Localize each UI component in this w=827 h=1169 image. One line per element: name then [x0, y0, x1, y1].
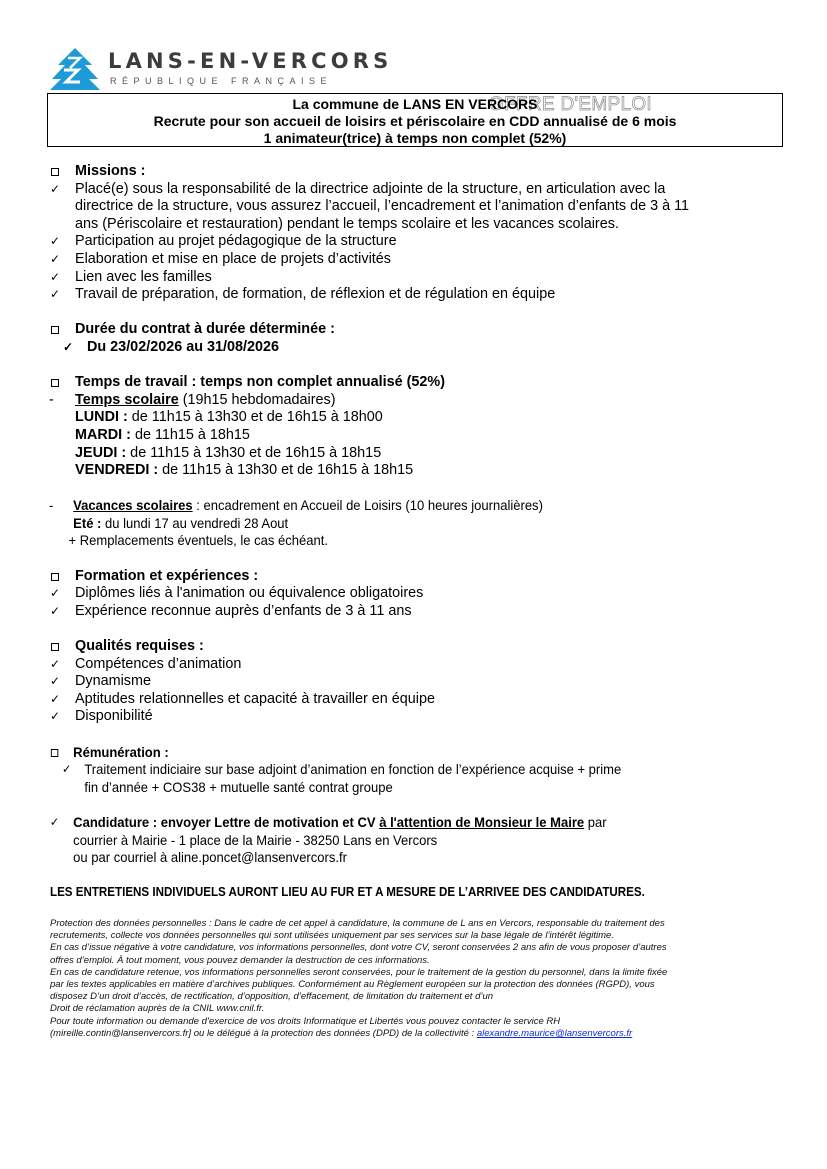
- legal-line: Pour toute information ou demande d’exercice de vos droits Informatique et Libertés vous pouvez contacter le service RH: [50, 1015, 561, 1027]
- list-item: [49, 603, 789, 621]
- checkmark-icon: ✓: [50, 691, 61, 706]
- item-text: Disponibilité: [75, 708, 153, 725]
- checkmark-icon: ✓: [50, 181, 61, 196]
- day-label: VENDREDI :: [75, 462, 159, 479]
- list-item: [49, 251, 789, 269]
- list-item: [49, 673, 789, 691]
- holidays-detail: : encadrement en Accueil de Loisirs (10 heures journalières): [192, 497, 543, 514]
- school-time-label: Temps scolaire: [75, 391, 179, 408]
- dash-bullet-icon: -: [49, 497, 54, 514]
- day-hours: de 11h15 à 13h30 et de 16h15 à 18h00: [127, 409, 383, 426]
- item-text: Travail de préparation, de formation, de réflexion et de régulation en équipe: [75, 286, 556, 303]
- item-text: Placé(e) sous la responsabilité de la directrice adjointe de la structure, en articulation avec la: [75, 180, 666, 197]
- legal-line: En cas de candidature retenue, vos informations personnelles seront conservées, pour le traitement de la gestion du personnel, dans la limite fixée: [50, 966, 668, 978]
- list-item: [49, 286, 789, 304]
- checkmark-icon: ✓: [63, 339, 74, 354]
- checkmark-icon: ✓: [50, 656, 61, 671]
- tree-logo-icon: [50, 48, 100, 90]
- contract-dates: [49, 339, 789, 357]
- application-email[interactable]: [49, 849, 817, 867]
- school-time-detail: (19h15 hebdomadaires): [182, 391, 336, 408]
- heading-text: Missions :: [75, 163, 146, 179]
- list-item: [49, 585, 789, 603]
- list-item: [49, 656, 789, 674]
- legal-line: En cas d’issue négative à votre candidature, vos informations personnelles, dont votre CV, seront conservées 2 ans afin de vous proposer d’autres: [50, 942, 667, 954]
- section-heading-duree: [49, 321, 789, 339]
- checkmark-icon: ✓: [50, 709, 61, 724]
- item-text: Lien avec les familles: [75, 268, 212, 285]
- checkmark-icon: ✓: [50, 674, 61, 689]
- schedule-row: [49, 445, 789, 463]
- schedule-row: [49, 462, 789, 480]
- day-label: MARDI :: [75, 426, 131, 443]
- summer-detail: du lundi 17 au vendredi 28 Aout: [101, 514, 289, 531]
- item-text: Dynamisme: [75, 673, 151, 690]
- brand-name: LANS-EN-VERCORS: [108, 49, 393, 73]
- item-text: ans (Périscolaire et restauration) pendant le temps scolaire et les vacances scolaires.: [75, 215, 619, 232]
- checkbox-bullet-icon: [51, 168, 59, 176]
- section-heading-remuneration: [49, 744, 817, 762]
- section-heading-formation: [49, 568, 789, 586]
- heading-text: Rémunération :: [73, 743, 169, 760]
- list-item: [49, 181, 789, 199]
- day-hours: de 11h15 à 13h30 et de 16h15 à 18h15: [158, 462, 414, 479]
- heading-text: Temps de travail : temps non complet annualisé (52%): [75, 374, 445, 391]
- item-text: directrice de la structure, vous assurez l’accueil, l’encadrement et l’animation d’enfants de 3 à 11: [75, 198, 690, 215]
- checkmark-icon: ✓: [50, 586, 61, 601]
- legal-line: disposez D’un droit d’accès, de rectification, d’opposition, d’effacement, de limitation du traitement et d’un: [50, 991, 494, 1003]
- list-item: [49, 708, 789, 726]
- summer-label: Eté :: [73, 514, 102, 531]
- checkbox-bullet-icon: [51, 379, 59, 387]
- checkbox-bullet-icon: [51, 573, 59, 581]
- checkmark-icon: ✓: [50, 603, 61, 618]
- offer-content: [49, 163, 789, 867]
- legal-line: [50, 1028, 790, 1040]
- job-offer-badge: OFFRE D'EMPLOI: [489, 94, 653, 115]
- replacements-text: + Remplacements éventuels, le cas échéant.: [68, 532, 328, 549]
- remuneration-line: Traitement indiciaire sur base adjoint d’animation en fonction de l’expérience acquise + prime: [84, 761, 622, 778]
- checkbox-bullet-icon: [51, 326, 59, 334]
- email-text[interactable]: ou par courriel à aline.poncet@lansenvercors.fr: [73, 849, 347, 866]
- day-hours: de 11h15 à 13h30 et de 16h15 à 18h15: [126, 444, 382, 461]
- section-heading-qualites: [49, 638, 789, 656]
- holidays-label: Vacances scolaires: [73, 497, 193, 514]
- heading-text: Formation et expériences :: [75, 567, 259, 584]
- holidays-time: [49, 497, 817, 515]
- checkmark-icon: ✓: [50, 234, 61, 249]
- item-text: Diplômes liés à l'animation ou équivalence obligatoires: [75, 585, 424, 602]
- application-tail: par: [584, 813, 607, 830]
- remuneration-line: fin d’année + COS38 + mutuelle santé contrat groupe: [84, 778, 393, 795]
- checkmark-icon: ✓: [49, 814, 60, 829]
- application-bold: Candidature : envoyer Lettre de motivation et CV: [73, 813, 380, 830]
- summer-dates: [49, 515, 817, 533]
- postal-address: [49, 832, 817, 850]
- interviews-notice: LES ENTRETIENS INDIVIDUELS AURONT LIEU AU FUR ET A MESURE DE L’ARRIVEE DES CANDIDATURES.: [50, 885, 645, 899]
- checkmark-icon: ✓: [50, 269, 61, 284]
- school-time: [49, 392, 789, 410]
- data-protection-notice: [50, 918, 790, 1040]
- item-text: Elaboration et mise en place de projets d’activités: [75, 250, 391, 267]
- checkmark-icon: ✓: [50, 287, 61, 302]
- schedule-row: [49, 409, 789, 427]
- dates-text: Du 23/02/2026 au 31/08/2026: [87, 338, 280, 355]
- brand-subtitle: RÉPUBLIQUE FRANÇAISE: [110, 76, 333, 86]
- section-heading-missions: [49, 163, 789, 181]
- title-line-1: La commune de LANS EN VERCORS: [292, 96, 538, 112]
- heading-text: Qualités requises :: [75, 638, 204, 655]
- title-line-3: 1 animateur(trice) à temps non complet (52%): [263, 130, 567, 146]
- dash-bullet-icon: -: [49, 391, 54, 408]
- replacements-note: [49, 532, 813, 550]
- legal-line: Droit de réclamation auprès de la CNIL www.cnil.fr.: [50, 1003, 265, 1015]
- list-item-continuation: [49, 216, 789, 234]
- title-box: [47, 93, 783, 147]
- address-text: courrier à Mairie - 1 place de la Mairie - 38250 Lans en Vercors: [73, 831, 438, 848]
- legal-line-text: (mireille.contin@lansenvercors.fr] ou le délégué à la protection des données (DPD) de la collectivité :: [50, 1027, 477, 1039]
- list-item-continuation: [49, 198, 789, 216]
- checkbox-bullet-icon: [51, 749, 58, 757]
- legal-line: recrutements, collecte vos données personnelles qui sont utilisées uniquement par ses services sur la base légale de l’intérêt légitime.: [50, 930, 614, 942]
- checkmark-icon: ✓: [62, 762, 72, 777]
- day-hours: de 11h15 à 18h15: [130, 426, 250, 443]
- legal-line: Protection des données personnelles : Dans le cadre de cet appel à candidature, la commune de L ans en Vercors, responsable du traitement des: [50, 918, 665, 929]
- item-text: Aptitudes relationnelles et capacité à travailler en équipe: [75, 690, 435, 707]
- list-item: [49, 269, 789, 287]
- item-text: Expérience reconnue auprès d’enfants de 3 à 11 ans: [75, 602, 412, 619]
- section-heading-temps: [49, 374, 789, 392]
- dpd-email-link[interactable]: alexandre.maurice@lansenvercors.fr: [476, 1027, 633, 1039]
- title-line-2: Recrute pour son accueil de loisirs et périscolaire en CDD annualisé de 6 mois: [153, 113, 677, 129]
- day-label: JEUDI :: [75, 444, 127, 461]
- remuneration-detail-continuation: [49, 779, 827, 797]
- application-recipient: à l'attention de Monsieur le Maire: [379, 813, 585, 830]
- checkbox-bullet-icon: [51, 643, 59, 651]
- heading-text: Durée du contrat à durée déterminée :: [75, 321, 335, 338]
- remuneration-detail: [49, 761, 827, 779]
- item-text: Compétences d’animation: [75, 655, 242, 672]
- checkmark-icon: ✓: [50, 251, 61, 266]
- list-item: [49, 233, 789, 251]
- list-item: [49, 691, 789, 709]
- application-instructions: [49, 814, 817, 832]
- schedule-row: [49, 427, 789, 445]
- legal-line: offres d’emploi. À tout moment, vous pouvez demander la destruction de ces informations.: [50, 954, 430, 966]
- item-text: Participation au projet pédagogique de la structure: [75, 233, 397, 250]
- day-label: LUNDI :: [75, 409, 128, 426]
- legal-line: par les textes applicables en matière d’archives publiques. Conformément au Règlement européen sur la protection des données (RGPD), vous: [50, 979, 655, 991]
